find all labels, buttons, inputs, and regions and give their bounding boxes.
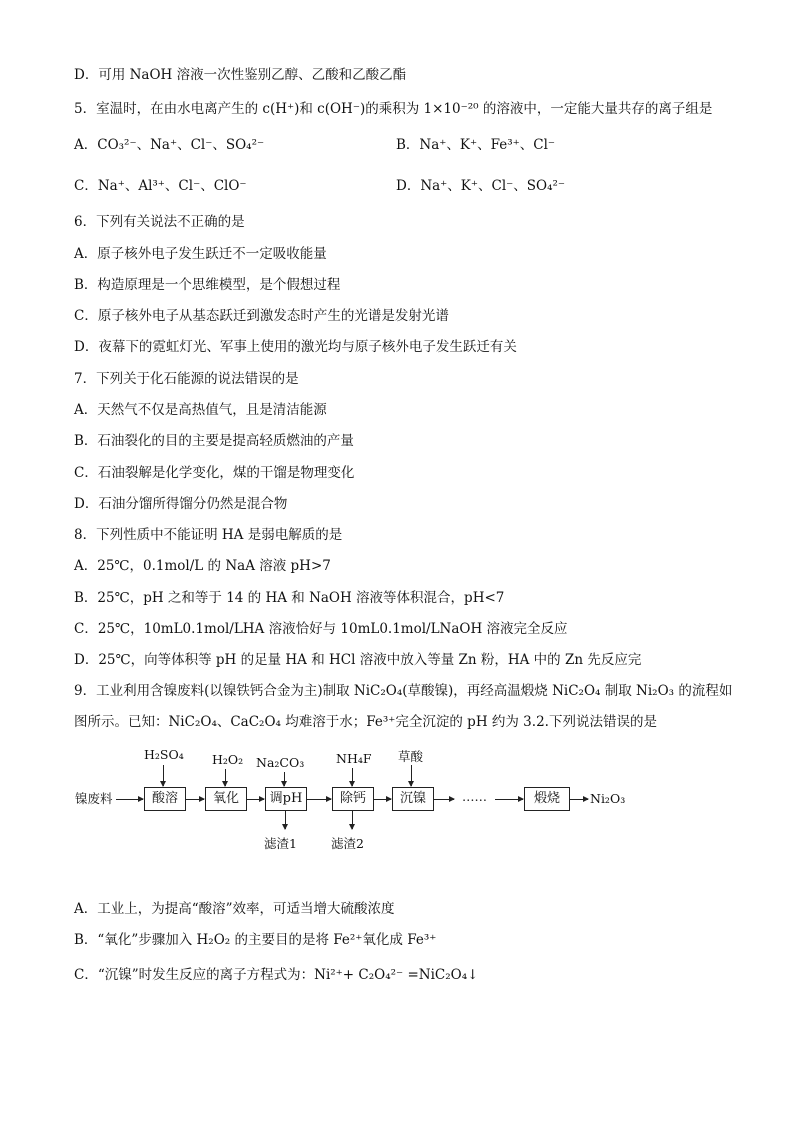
flow-arrow bbox=[163, 765, 164, 786]
reagent-h2o2: H₂O₂ bbox=[212, 752, 244, 767]
q5-option-c: C．Na⁺、Al³⁺、Cl⁻、ClO⁻ bbox=[74, 178, 247, 194]
flow-step-precipitate-nickel: 沉镍 bbox=[392, 787, 434, 811]
q6-option-d: D．夜幕下的霓虹灯光、军事上使用的激光均与原子核外电子发生跃迁有关 bbox=[74, 339, 517, 355]
q9-option-a: A．工业上，为提高“酸溶”效率，可适当增大硫酸浓度 bbox=[74, 901, 395, 917]
q7-option-a: A．天然气不仅是高热值气，且是清洁能源 bbox=[74, 402, 327, 418]
q5-option-d: D．Na⁺、K⁺、Cl⁻、SO₄²⁻ bbox=[396, 178, 566, 194]
flow-step-oxidation: 氧化 bbox=[205, 787, 247, 811]
q8-option-d: D．25℃，向等体积等 pH 的足量 HA 和 HCl 溶液中放入等量 Zn 粉，HA 中的 Zn 先反应完 bbox=[74, 652, 642, 668]
q6-option-c: C．原子核外电子从基态跃迁到激发态时产生的光谱是发射光谱 bbox=[74, 308, 449, 324]
flow-arrow bbox=[225, 769, 226, 786]
q5-option-b: B．Na⁺、K⁺、Fe³⁺、Cl⁻ bbox=[396, 137, 556, 153]
q7-option-b: B．石油裂化的目的主要是提高轻质燃油的产量 bbox=[74, 433, 354, 449]
q8-option-c: C．25℃，10mL0.1mol/LHA 溶液恰好与 10mL0.1mol/LNaOH 溶液完全反应 bbox=[74, 621, 568, 637]
flow-arrow bbox=[285, 811, 286, 829]
flow-arrow bbox=[352, 768, 353, 786]
q7-option-d: D．石油分馏所得馏分仍然是混合物 bbox=[74, 496, 288, 512]
flow-output-label: Ni₂O₃ bbox=[590, 791, 626, 806]
reagent-na2co3: Na₂CO₃ bbox=[256, 755, 305, 770]
q4-option-d: D．可用 NaOH 溶液一次性鉴别乙醇、乙酸和乙酸乙酯 bbox=[74, 67, 407, 83]
flow-arrow bbox=[186, 799, 204, 800]
flow-arrow bbox=[434, 799, 454, 800]
flow-arrow bbox=[247, 799, 264, 800]
reagent-oxalic-acid: 草酸 bbox=[398, 749, 424, 764]
q8-option-b: B．25℃，pH 之和等于 14 的 HA 和 NaOH 溶液等体积混合，pH<7 bbox=[74, 590, 505, 606]
flow-step-adjust-ph: 调pH bbox=[265, 787, 307, 811]
q7-stem: 7．下列关于化石能源的说法错误的是 bbox=[74, 371, 299, 387]
flow-arrow bbox=[570, 799, 588, 800]
reagent-h2so4: H₂SO₄ bbox=[144, 747, 184, 762]
q9-option-c: C．“沉镍”时发生反应的离子方程式为：Ni²⁺+ C₂O₄²⁻ =NiC₂O₄↓ bbox=[74, 967, 479, 983]
q5-stem: 5．室温时，在由水电离产生的 c(H⁺)和 c(OH⁻)的乘积为 1×10⁻²⁰ 的溶液中，一定能大量共存的离子组是 bbox=[74, 101, 713, 117]
flow-step-calcine: 煅烧 bbox=[524, 787, 570, 811]
flow-dots: …… bbox=[462, 789, 487, 804]
q9-stem-line2: 图所示。已知：NiC₂O₄、CaC₂O₄ 均难溶于水；Fe³⁺完全沉淀的 pH 约为 3.2.下列说法错误的是 bbox=[74, 714, 657, 730]
q6-option-b: B．构造原理是一个思维模型，是个假想过程 bbox=[74, 277, 341, 293]
flow-arrow bbox=[411, 765, 412, 786]
flow-arrow bbox=[284, 772, 285, 786]
residue-1: 滤渣1 bbox=[264, 836, 297, 851]
flow-arrow bbox=[352, 811, 353, 829]
flow-input-label: 镍废料 bbox=[75, 791, 113, 806]
q5-option-a: A．CO₃²⁻、Na⁺、Cl⁻、SO₄²⁻ bbox=[74, 137, 265, 153]
q9-stem-line1: 9．工业利用含镍废料(以镍铁钙合金为主)制取 NiC₂O₄(草酸镍)，再经高温煅烧 NiC₂O₄ 制取 Ni₂O₃ 的流程如 bbox=[74, 683, 733, 699]
q6-option-a: A．原子核外电子发生跃迁不一定吸收能量 bbox=[74, 246, 327, 262]
reagent-nh4f: NH₄F bbox=[336, 751, 372, 766]
q9-option-b: B．“氧化”步骤加入 H₂O₂ 的主要目的是将 Fe²⁺氧化成 Fe³⁺ bbox=[74, 932, 437, 948]
q8-stem: 8．下列性质中不能证明 HA 是弱电解质的是 bbox=[74, 527, 343, 543]
q8-option-a: A．25℃，0.1mol/L 的 NaA 溶液 pH>7 bbox=[74, 558, 331, 574]
flow-arrow bbox=[374, 799, 391, 800]
flow-step-remove-calcium: 除钙 bbox=[332, 787, 374, 811]
q7-option-c: C．石油裂解是化学变化，煤的干馏是物理变化 bbox=[74, 465, 355, 481]
flow-arrow bbox=[116, 799, 143, 800]
flow-arrow bbox=[495, 799, 523, 800]
q6-stem: 6．下列有关说法不正确的是 bbox=[74, 214, 245, 230]
flow-arrow bbox=[307, 799, 331, 800]
residue-2: 滤渣2 bbox=[331, 836, 364, 851]
flow-step-acid-dissolve: 酸溶 bbox=[144, 787, 186, 811]
